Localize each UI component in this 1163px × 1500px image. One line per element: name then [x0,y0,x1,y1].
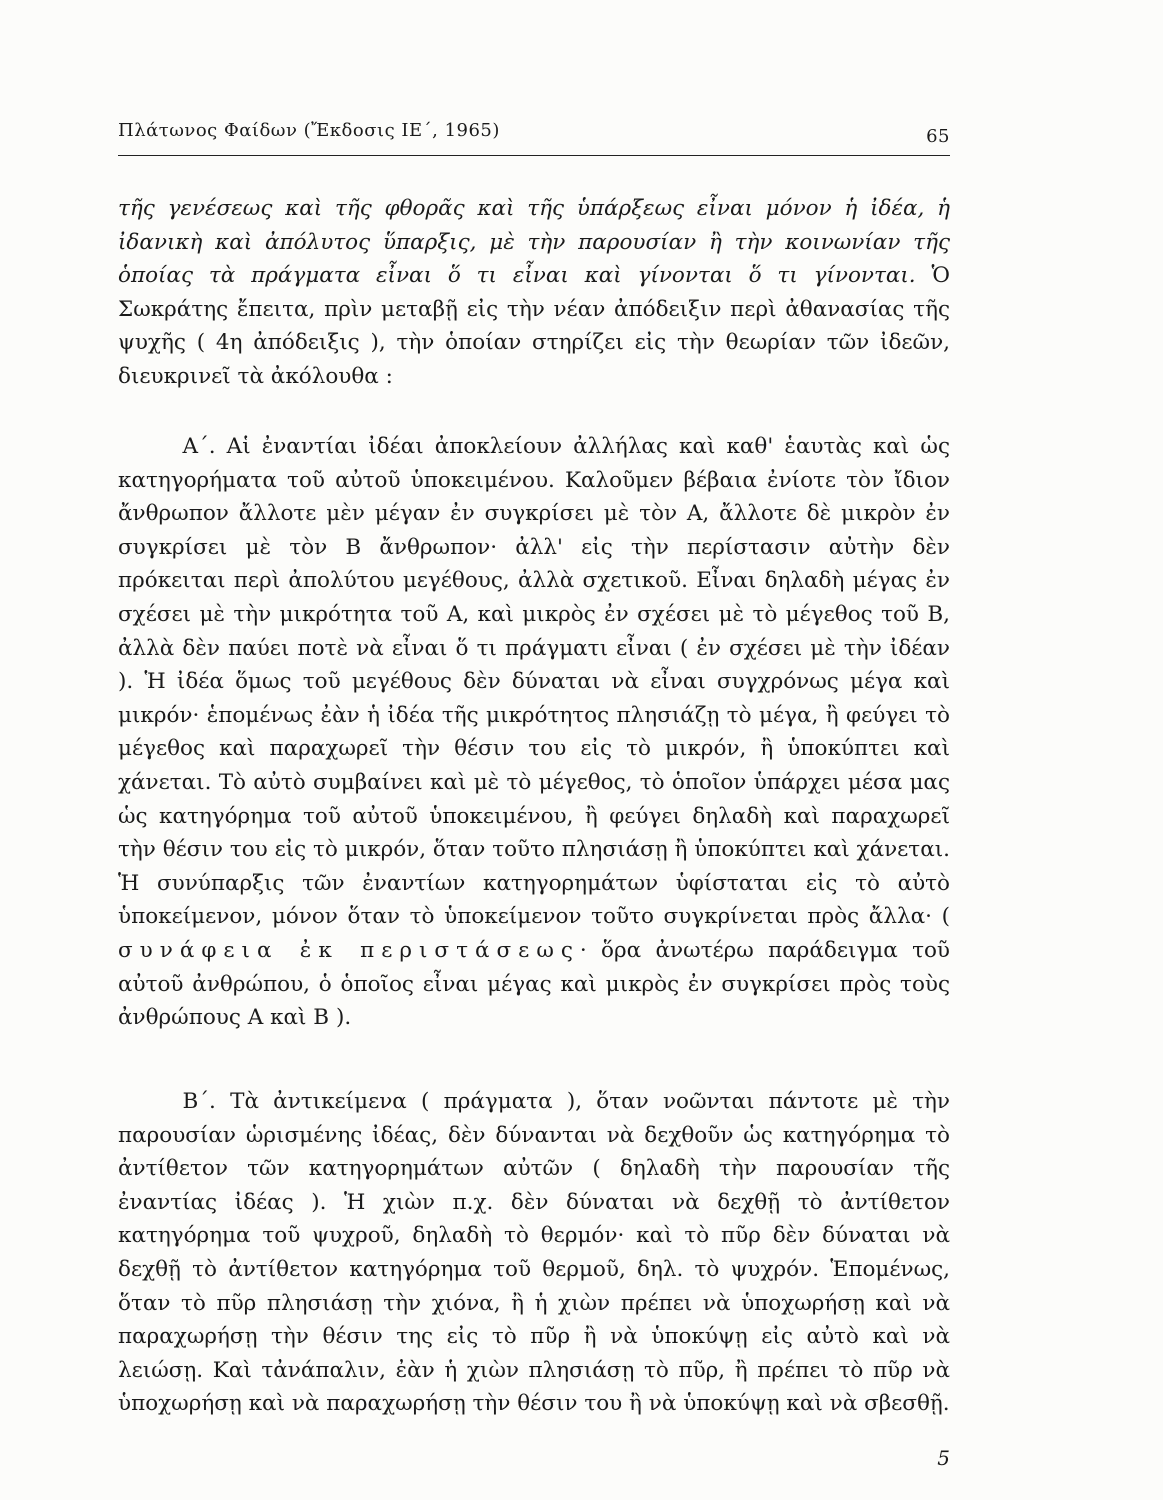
paragraph-b [118,1085,950,1421]
intro-italic-text: τῆς γενέσεως καὶ τῆς φθορᾶς καὶ τῆς ὑπάρξεως εἶναι μόνον ἡ ἰδέα, ἡ ἰδανικὴ καὶ ἀπόλυτος ὕπαρξις, μὲ τὴν παρουσίαν ἢ τὴν κοινωνίαν τῆς ὁποίας τὰ πράγματα εἶναι ὅ τι εἶναι καὶ γίνονται ὅ τι γίνονται. [118,196,950,289]
paragraph-b-text: Β΄. Τὰ ἀντικείμενα ( πράγματα ), ὅταν νοῶνται πάντοτε μὲ τὴν παρουσίαν ὡρισμένης ἰδέας, δὲν δύνανται νὰ δεχθοῦν ὡς κατηγόρημα τὸ ἀντίθετον τῶν κατηγορημάτων αὐτῶν ( δηλαδὴ τὴν παρουσίαν τῆς ἐναντίας ἰδέας ). Ἡ χιὼν π.χ. δὲν δύναται νὰ δεχθῇ τὸ ἀντίθετον κατηγόρημα τοῦ ψυχροῦ, δηλαδὴ τὸ θερμόν· καὶ τὸ πῦρ δὲν δύναται νὰ δεχθῇ τὸ ἀντίθετον κατηγόρημα τοῦ θερμοῦ, δηλ. τὸ ψυχρόν. Ἑπομένως, ὅταν τὸ πῦρ πλησιάσῃ τὴν χιόνα, ἢ ἡ χιὼν πρέπει νὰ ὑποχωρήσῃ καὶ νὰ παραχωρήσῃ τὴν θέσιν της εἰς τὸ πῦρ ἢ νὰ ὑποκύψῃ εἰς αὐτὸ καὶ νὰ λειώσῃ. Καὶ τἀνάπαλιν, ἐὰν ἡ χιὼν πλησιάσῃ τὸ πῦρ, ἢ πρέπει τὸ πῦρ νὰ ὑποχωρήσῃ καὶ νὰ παραχωρήσῃ τὴν θέσιν του ἢ νὰ ὑποκύψῃ καὶ νὰ σβεσθῇ. [118,1089,950,1417]
intro-text: Ὁ Σωκράτης ἔπειτα, πρὶν μεταβῇ εἰς τὴν νέαν ἀπόδειξιν περὶ ἀθανασίας τῆς ψυχῆς ( 4η ἀπόδειξις ), τὴν ὁποίαν στηρίζει εἰς τὴν θεωρίαν τῶν ἰδεῶν, διευκρινεῖ τὰ ἀκόλουθα : [118,263,950,389]
header-rule [118,155,950,156]
paragraph-a [118,430,950,1035]
paragraph-a-text-end: · ὅρα ἀνωτέρω παράδειγμα τοῦ αὐτοῦ ἀνθρώπου, ὁ ὁποῖος εἶναι μέγας καὶ μικρὸς ἐν συγκρίσει πρὸς τοὺς ἀνθρώπους Α καὶ Β ). [118,937,951,1031]
paragraph-a-spaced-term: συνάφεια ἐκ περιστάσεως [118,937,580,963]
intro-paragraph [118,192,950,394]
paragraph-a-text: Α΄. Αἱ ἐναντίαι ἰδέαι ἀποκλείουν ἀλλήλας καὶ καθ' ἑαυτὰς καὶ ὡς κατηγορήματα τοῦ αὐτοῦ ὑποκειμένου. Καλοῦμεν βέβαια ἐνίοτε τὸν ἴδιον ἄνθρωπον ἄλλοτε μὲν μέγαν ἐν συγκρίσει μὲ τὸν Α, ἄλλοτε δὲ μικρὸν ἐν συγκρίσει μὲ τὸν Β ἄνθρωπον· ἀλλ' εἰς τὴν περίστασιν αὐτὴν δὲν πρόκειται περὶ ἀπολύτου μεγέθους, ἀλλὰ σχετικοῦ. Εἶναι δηλαδὴ μέγας ἐν σχέσει μὲ τὴν μικρότητα τοῦ Α, καὶ μικρὸς ἐν σχέσει μὲ τὸ μέγεθος τοῦ Β, ἀλλὰ δὲν παύει ποτὲ νὰ εἶναι ὅ τι πράγματι εἶναι ( ἐν σχέσει μὲ τὴν ἰδέαν ). Ἡ ἰδέα ὅμως τοῦ μεγέθους δὲν δύναται νὰ εἶναι συγχρόνως μέγα καὶ μικρόν· ἑπομένως ἐὰν ἡ ἰδέα τῆς μικρότητος πλησιάζῃ τὸ μέγα, ἢ φεύγει τὸ μέγεθος καὶ παραχωρεῖ τὴν θέσιν του εἰς τὸ μικρόν, ἢ ὑποκύπτει καὶ χάνεται. Τὸ αὐτὸ συμβαίνει καὶ μὲ τὸ μέγεθος, τὸ ὁποῖον ὑπάρχει μέσα μας ὡς κατηγόρημα τοῦ αὐτοῦ ὑποκειμένου, ἢ φεύγει δηλαδὴ καὶ παραχωρεῖ τὴν θέσιν του εἰς τὸ μικρόν, ὅταν τοῦτο πλησιάσῃ ἢ ὑποκύπτει καὶ χάνεται. Ἡ συνύπαρξις τῶν ἐναντίων κατηγορημάτων ὑφίσταται εἰς τὸ αὐτὸ ὑποκείμενον, μόνον ὅταν τὸ ὑποκείμενον τοῦτο συγκρίνεται πρὸς ἄλλα· ( [118,434,950,930]
signature-mark: 5 [937,1446,950,1470]
header-title: Πλάτωνος Φαίδων (Ἔκδοσις ΙΕ΄, 1965) [118,120,500,141]
page-number: 65 [926,126,950,147]
